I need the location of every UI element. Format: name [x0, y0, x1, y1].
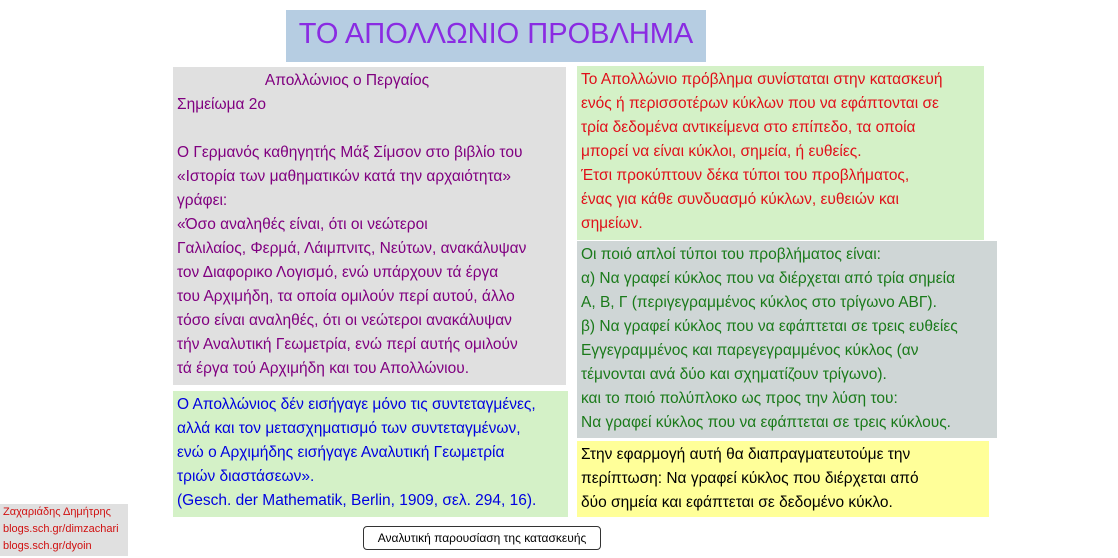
quote-box: Ο Απολλώνιος δέν εισήγαγε μόνο τις συντεταγμένες, αλλά και τον μετασχηματισμό των συντεταγμένων, ενώ ο Αρχιμήδης εισήγαγε Αναλυτική Γεωμετρία τριών διαστάσεων». (Gesch. der Mathematik, Berlin, 1909, σελ. 294, 16).	[173, 391, 568, 517]
author-credit: Ζαχαριάδης Δημήτρης blogs.sch.gr/dimzachari blogs.sch.gr/dyoin	[0, 504, 128, 556]
detailed-construction-button[interactable]: Αναλυτική παρουσίαση της κατασκευής	[363, 526, 601, 550]
note-heading: Απολλώνιος ο Περγαίος	[264, 72, 430, 89]
problem-types-box: Οι ποιό απλοί τύποι του προβλήματος είναι: α) Να γραφεί κύκλος που να διέρχεται από τρία σημεία Α, Β, Γ (περιγεγραμμένος κύκλος στο τρίγωνο ΑΒΓ). β) Να γραφεί κύκλος που να εφάπτεται σε τρεις ευθείες Εγγεγραμμένος και παρεγεγραμμένος κύκλος (αν τέμνονται ανά δύο και σχηματίζουν τρίγωνο). και το ποιό πολύπλοκο ως προς την λύση του: Να γραφεί κύκλος που να εφάπτεται σε τρεις κύκλους.	[577, 241, 997, 438]
problem-definition-box: Το Απολλώνιο πρόβλημα συνίσταται στην κατασκευή ενός ή περισσοτέρων κύκλων που να εφάπτονται σε τρία δεδομένα αντικείμενα στο επίπεδο, τα οποία μπορεί να είναι κύκλοι, σημεία, ή ευθείες. Έτσι προκύπτουν δέκα τύποι του προβλήματος, ένας για κάθε συνδυασμό κύκλων, ευθειών και σημείων.	[577, 66, 984, 240]
note-box-historical	[173, 67, 566, 385]
page-title: ΤΟ ΑΠΟΛΛΩΝΙΟ ΠΡΟΒΛΗΜΑ	[286, 10, 706, 62]
note-text: Σημείωμα 2ο Ο Γερμανός καθηγητής Μάξ Σίμσον στο βιβλίο του «Ιστορία των μαθηματικών κατά την αρχαιότητα» γράφει: «Όσο αναληθές είναι, ότι οι νεώτεροι Γαλιλαίος, Φερμά, Λάιμπνιτς, Νεύτων, ανακάλυψαν τον Διαφορικο Λογισμό, ενώ υπάρχουν τά έργα του Αρχιμήδη, τα οποία ομιλούν περί αυτού, άλλο τόσο είναι αναληθές, ότι οι νεώτεροι ανακάλυψαν τήν Αναλυτική Γεωμετρία, ενώ περί αυτής ομιλούν τά έργα τού Αρχιμήδη και του Απολλώνιου.	[177, 96, 527, 377]
application-case-box: Στην εφαρμογή αυτή θα διαπραγματευτούμε την περίπτωση: Να γραφεί κύκλος που διέρχεται από δύο σημεία και εφάπτεται σε δεδομένο κύκλο.	[577, 441, 989, 517]
